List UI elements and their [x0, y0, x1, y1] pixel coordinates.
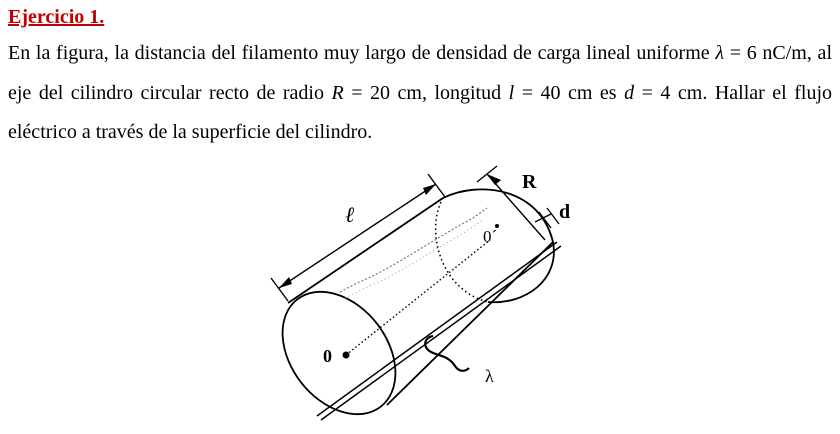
length-arrow-start	[279, 277, 292, 288]
cylinder-axis	[346, 240, 490, 355]
length-symbol: l	[508, 81, 515, 104]
charge-shading	[340, 208, 487, 292]
origin-point-front	[343, 352, 350, 359]
radius-arrow-start	[487, 174, 501, 185]
cylinder-top-edge	[288, 198, 443, 303]
problem-text-4: = 40 cm es	[514, 81, 625, 104]
filament-line-2	[321, 246, 561, 420]
filament-line-1	[317, 242, 557, 416]
problem-text-2: = 6 nC/m, al eje del cilindro circular recto de radio	[8, 42, 832, 104]
cylinder-figure	[255, 160, 585, 434]
problem-text-3: = 20 cm, longitud	[343, 81, 509, 104]
origin-label-front: 0	[323, 346, 332, 366]
problem-text-5: = 4 cm. Hallar el flujo eléctrico a través de la superficie del cilindro.	[8, 81, 833, 143]
radius-symbol: R	[331, 81, 344, 104]
length-arrow-end	[423, 184, 436, 195]
lambda-symbol: λ	[715, 42, 725, 64]
distance-tick-2	[547, 208, 559, 224]
lambda-pointer	[425, 336, 469, 371]
problem-text-1: En la figura, la distancia del filamento muy largo de densidad de carga lineal uniforme	[8, 42, 716, 64]
length-label: ℓ	[345, 202, 355, 227]
distance-symbol: d	[624, 81, 635, 104]
exercise-title: Ejercicio 1.	[8, 6, 105, 28]
problem-statement	[8, 34, 832, 153]
length-dimension-line	[279, 184, 436, 288]
lambda-label: λ	[485, 366, 494, 386]
distance-arrow	[535, 214, 551, 222]
cylinder-bottom-edge	[387, 242, 553, 405]
origin-label-back: 0´	[483, 227, 498, 246]
radius-label: R	[522, 171, 537, 193]
charge-shading-2	[345, 220, 483, 298]
distance-label: d	[559, 201, 571, 223]
length-tick-end	[428, 174, 445, 197]
